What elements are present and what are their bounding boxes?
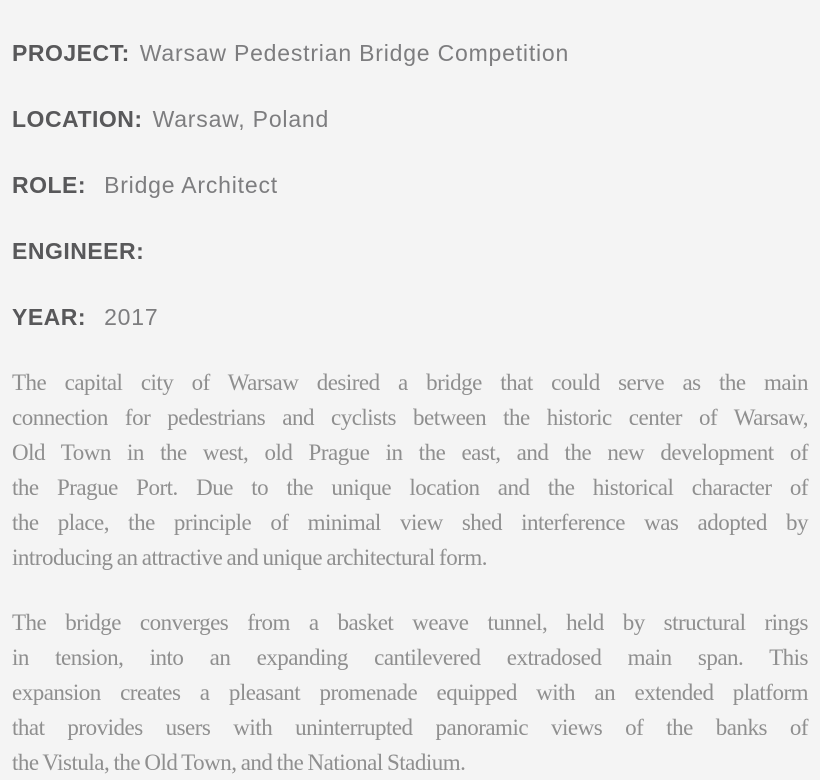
paragraph-2 bbox=[12, 605, 808, 780]
meta-row-engineer bbox=[12, 240, 808, 263]
project-label: PROJECT: bbox=[12, 40, 130, 66]
year-value: 2017 bbox=[104, 304, 159, 330]
project-meta bbox=[12, 42, 808, 329]
paragraph-1 bbox=[12, 365, 808, 575]
paragraph-line: Old Town in the west, old Prague in the east, and the new development of bbox=[12, 440, 808, 465]
year-label: YEAR: bbox=[12, 304, 87, 330]
meta-row-project bbox=[12, 42, 808, 65]
project-value: Warsaw Pedestrian Bridge Competition bbox=[139, 40, 570, 66]
paragraph-line: that provides users with uninterrupted panoramic views of the banks of bbox=[12, 715, 808, 740]
meta-row-year bbox=[12, 306, 808, 329]
paragraph-line: the Prague Port. Due to the unique location and the historical character of bbox=[12, 475, 808, 500]
paragraph-line: expansion creates a pleasant promenade equipped with an extended platform bbox=[12, 680, 808, 705]
engineer-label: ENGINEER: bbox=[12, 238, 145, 264]
project-description bbox=[12, 329, 808, 780]
meta-row-location bbox=[12, 108, 808, 131]
paragraph-line: The bridge converges from a basket weave tunnel, held by structural rings bbox=[12, 610, 808, 635]
paragraph-line: introducing an attractive and unique architectural form. bbox=[12, 545, 487, 570]
paragraph-line: the place, the principle of minimal view shed interference was adopted by bbox=[12, 510, 808, 535]
role-label: ROLE: bbox=[12, 172, 87, 198]
paragraph-line: The capital city of Warsaw desired a bridge that could serve as the main bbox=[12, 370, 808, 395]
paragraph-line: in tension, into an expanding cantilevered extradosed main span. This bbox=[12, 645, 808, 670]
paragraph-line: connection for pedestrians and cyclists between the historic center of Warsaw, bbox=[12, 405, 808, 430]
paragraph-line: the Vistula, the Old Town, and the National Stadium. bbox=[12, 750, 466, 775]
location-value: Warsaw, Poland bbox=[152, 106, 330, 132]
location-label: LOCATION: bbox=[12, 106, 143, 132]
meta-row-role bbox=[12, 174, 808, 197]
role-value: Bridge Architect bbox=[104, 172, 278, 198]
